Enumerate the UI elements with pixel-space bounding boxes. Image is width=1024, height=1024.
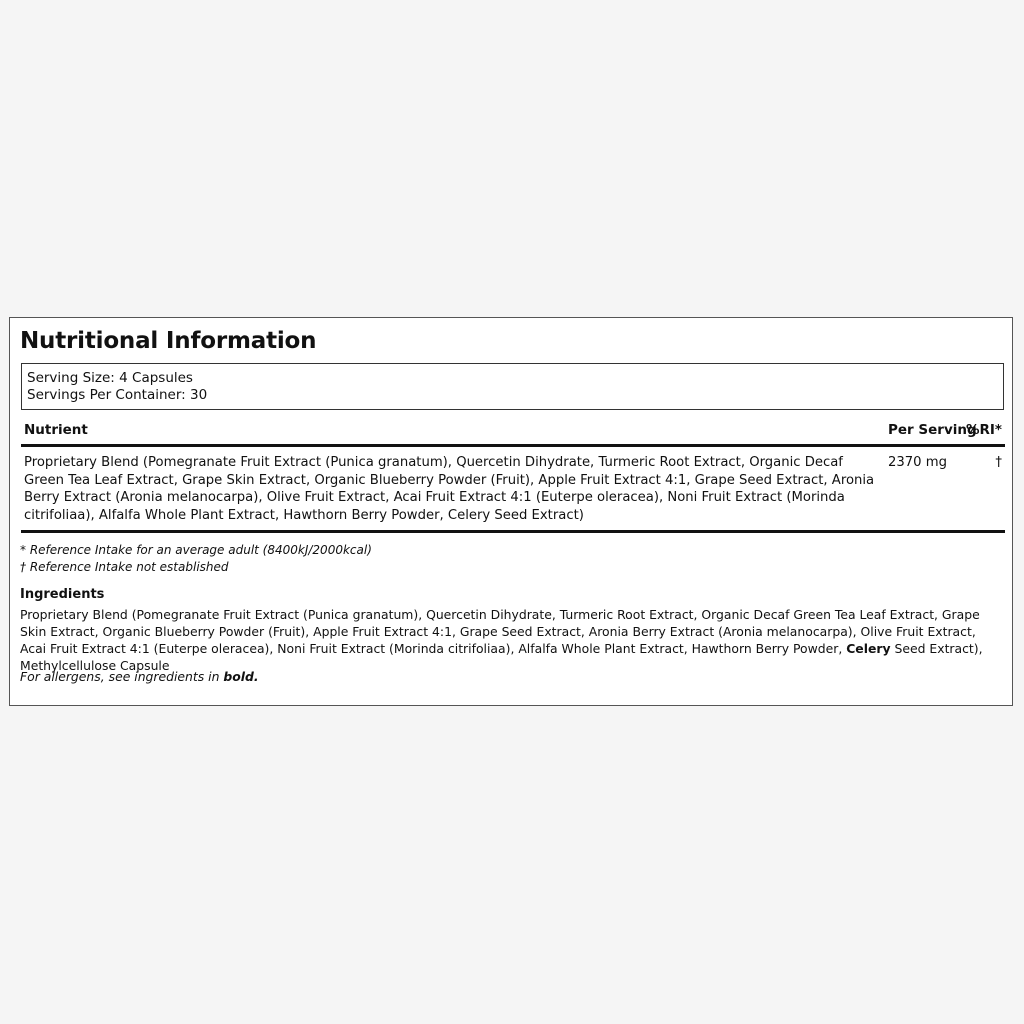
allergen-note-bold: bold. [223, 669, 259, 684]
footnotes [20, 542, 372, 576]
page-title: Nutritional Information [20, 328, 317, 354]
table-row [21, 447, 1005, 533]
footnote-not-established: † Reference Intake not established [20, 560, 229, 574]
footnote-reference-intake: * Reference Intake for an average adult (8400kJ/2000kcal) [20, 543, 372, 557]
nutrient-name: Proprietary Blend (Pomegranate Fruit Extract (Punica granatum), Quercetin Dihydrate, Turmeric Root Extract, Organic Decaf Green Tea Leaf Extract, Grape Skin Extract, Organic Blueberry Powder (Fruit), Apple Fruit Extract 4:1, Grape Seed Extract, Aronia Berry Extract (Aronia melanocarpa), Olive Fruit Extract, Acai Fruit Extract 4:1 (Euterpe oleracea), Noni Fruit Extract (Morinda citrifoliaa), Alfalfa Whole Plant Extract, Hawthorn Berry Powder, Celery Seed Extract) [24, 455, 875, 523]
nutrition-panel [9, 317, 1013, 706]
nutrient-table [21, 418, 1005, 533]
ingredients-text [20, 606, 995, 674]
allergen-note-text: For allergens, see ingredients in [20, 669, 224, 684]
nutrient-ri: † [995, 455, 1002, 470]
table-header-row [21, 418, 1005, 447]
header-per-serving: Per Serving [888, 422, 977, 438]
allergen-note [20, 669, 259, 684]
ingredients-heading: Ingredients [20, 587, 105, 602]
nutrient-amount: 2370 mg [888, 455, 947, 470]
servings-per-container: Servings Per Container: 30 [27, 387, 208, 403]
allergen-highlight: Celery [846, 641, 891, 656]
header-ri: %RI* [965, 422, 1002, 438]
ingredients-text-part: Seed Extract), Methylcellulose Capsule [20, 641, 983, 673]
ingredients-text-part: Proprietary Blend (Pomegranate Fruit Extract (Punica granatum), Quercetin Dihydrate, Turmeric Root Extract, Organic Decaf Green Tea Leaf Extract, Grape Skin Extract, Organic Blueberry Powder (Fruit), Apple Fruit Extract 4:1, Grape Seed Extract, Aronia Berry Extract (Aronia melanocarpa), Olive Fruit Extract, Acai Fruit Extract 4:1 (Euterpe oleracea), Noni Fruit Extract (Morinda citrifoliaa), Alfalfa Whole Plant Extract, Hawthorn Berry Powder, [20, 607, 980, 656]
header-nutrient: Nutrient [24, 422, 88, 438]
serving-info-box [21, 363, 1004, 410]
serving-size: Serving Size: 4 Capsules [27, 370, 193, 386]
